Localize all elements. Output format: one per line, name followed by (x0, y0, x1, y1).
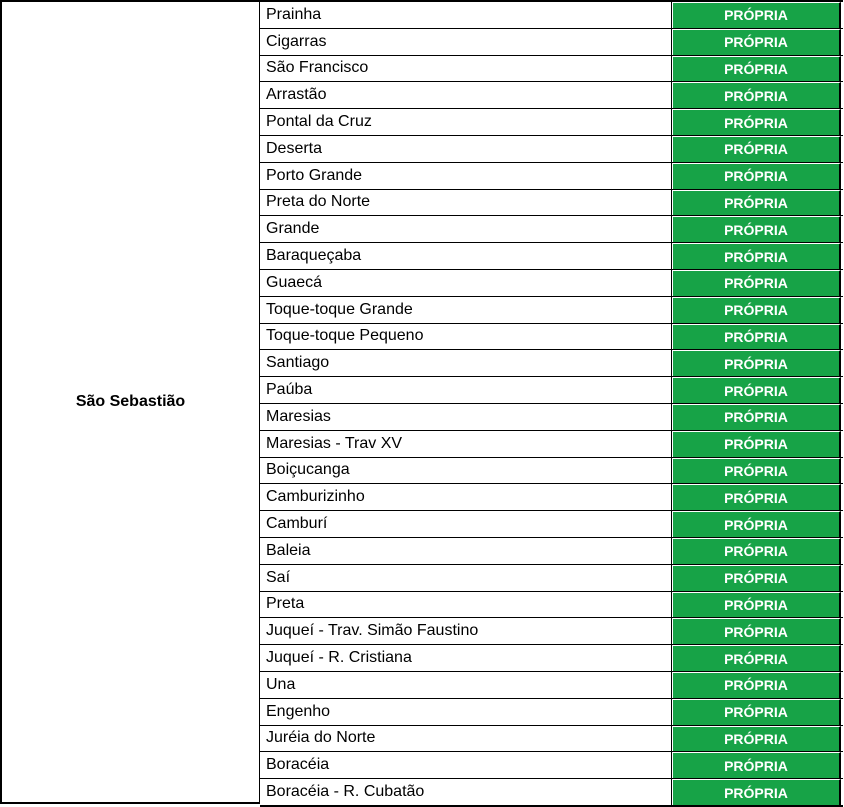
table-row (260, 592, 843, 619)
table-row (260, 350, 843, 377)
table-row (260, 324, 843, 351)
table-row (260, 779, 843, 807)
beach-name-cell: Camburí (260, 511, 672, 537)
beach-name-cell: Toque-toque Grande (260, 297, 672, 323)
beach-name-cell: Maresias (260, 404, 672, 430)
beach-name-cell: Porto Grande (260, 163, 672, 189)
table-row (260, 484, 843, 511)
beach-name-cell: Arrastão (260, 82, 672, 108)
status-badge: PRÓPRIA (672, 136, 841, 162)
table-row (260, 431, 843, 458)
beach-name-cell: Juqueí - R. Cristiana (260, 645, 672, 671)
table-row (260, 136, 843, 163)
status-badge: PRÓPRIA (672, 752, 841, 778)
table-row (260, 270, 843, 297)
beach-name-cell: Una (260, 672, 672, 698)
status-badge: PRÓPRIA (672, 538, 841, 564)
table-row (260, 243, 843, 270)
status-badge: PRÓPRIA (672, 377, 841, 403)
beach-rows (260, 0, 843, 806)
beach-name-cell: Camburizinho (260, 484, 672, 510)
status-badge: PRÓPRIA (672, 270, 841, 296)
beach-name-cell: São Francisco (260, 56, 672, 82)
beach-name-cell: Boiçucanga (260, 458, 672, 484)
beach-name-cell: Pontal da Cruz (260, 109, 672, 135)
table-row (260, 190, 843, 217)
status-badge: PRÓPRIA (672, 190, 841, 216)
table-row (260, 618, 843, 645)
beach-name-cell: Baraqueçaba (260, 243, 672, 269)
status-badge: PRÓPRIA (672, 779, 841, 805)
table-row (260, 404, 843, 431)
table-row (260, 672, 843, 699)
status-badge: PRÓPRIA (672, 592, 841, 618)
status-badge: PRÓPRIA (672, 672, 841, 698)
table-row (260, 2, 843, 29)
table-row (260, 752, 843, 779)
status-badge: PRÓPRIA (672, 56, 841, 82)
table-row (260, 82, 843, 109)
status-badge: PRÓPRIA (672, 350, 841, 376)
status-badge: PRÓPRIA (672, 484, 841, 510)
beach-name-cell: Cigarras (260, 29, 672, 55)
status-badge: PRÓPRIA (672, 726, 841, 752)
city-cell: São Sebastião (0, 0, 260, 804)
status-badge: PRÓPRIA (672, 458, 841, 484)
table-row (260, 216, 843, 243)
beach-name-cell: Juréia do Norte (260, 726, 672, 752)
table-row (260, 458, 843, 485)
beach-name-cell: Boracéia - R. Cubatão (260, 779, 672, 805)
beach-name-cell: Prainha (260, 2, 672, 28)
beach-name-cell: Toque-toque Pequeno (260, 324, 672, 350)
beach-name-cell: Santiago (260, 350, 672, 376)
table-row (260, 699, 843, 726)
beach-name-cell: Saí (260, 565, 672, 591)
table-row (260, 297, 843, 324)
status-badge: PRÓPRIA (672, 404, 841, 430)
status-badge: PRÓPRIA (672, 324, 841, 350)
status-badge: PRÓPRIA (672, 565, 841, 591)
beach-name-cell: Juqueí - Trav. Simão Faustino (260, 618, 672, 644)
beach-name-cell: Boracéia (260, 752, 672, 778)
status-badge: PRÓPRIA (672, 297, 841, 323)
status-badge: PRÓPRIA (672, 618, 841, 644)
table-row (260, 163, 843, 190)
table-row (260, 538, 843, 565)
beach-name-cell: Preta do Norte (260, 190, 672, 216)
beach-name-cell: Guaecá (260, 270, 672, 296)
beach-name-cell: Paúba (260, 377, 672, 403)
beach-name-cell: Engenho (260, 699, 672, 725)
beach-name-cell: Maresias - Trav XV (260, 431, 672, 457)
beach-name-cell: Preta (260, 592, 672, 618)
status-badge: PRÓPRIA (672, 82, 841, 108)
beach-name-cell: Grande (260, 216, 672, 242)
table-row (260, 645, 843, 672)
status-badge: PRÓPRIA (672, 109, 841, 135)
table-row (260, 565, 843, 592)
table-row (260, 377, 843, 404)
status-badge: PRÓPRIA (672, 243, 841, 269)
table-row (260, 511, 843, 538)
status-badge: PRÓPRIA (672, 29, 841, 55)
status-badge: PRÓPRIA (672, 645, 841, 671)
table-row (260, 109, 843, 136)
beach-name-cell: Deserta (260, 136, 672, 162)
status-badge: PRÓPRIA (672, 511, 841, 537)
status-badge: PRÓPRIA (672, 216, 841, 242)
table-row (260, 726, 843, 753)
table-row (260, 29, 843, 56)
status-badge: PRÓPRIA (672, 163, 841, 189)
status-badge: PRÓPRIA (672, 699, 841, 725)
status-badge: PRÓPRIA (672, 2, 841, 28)
status-badge: PRÓPRIA (672, 431, 841, 457)
table-row (260, 56, 843, 83)
beach-name-cell: Baleia (260, 538, 672, 564)
